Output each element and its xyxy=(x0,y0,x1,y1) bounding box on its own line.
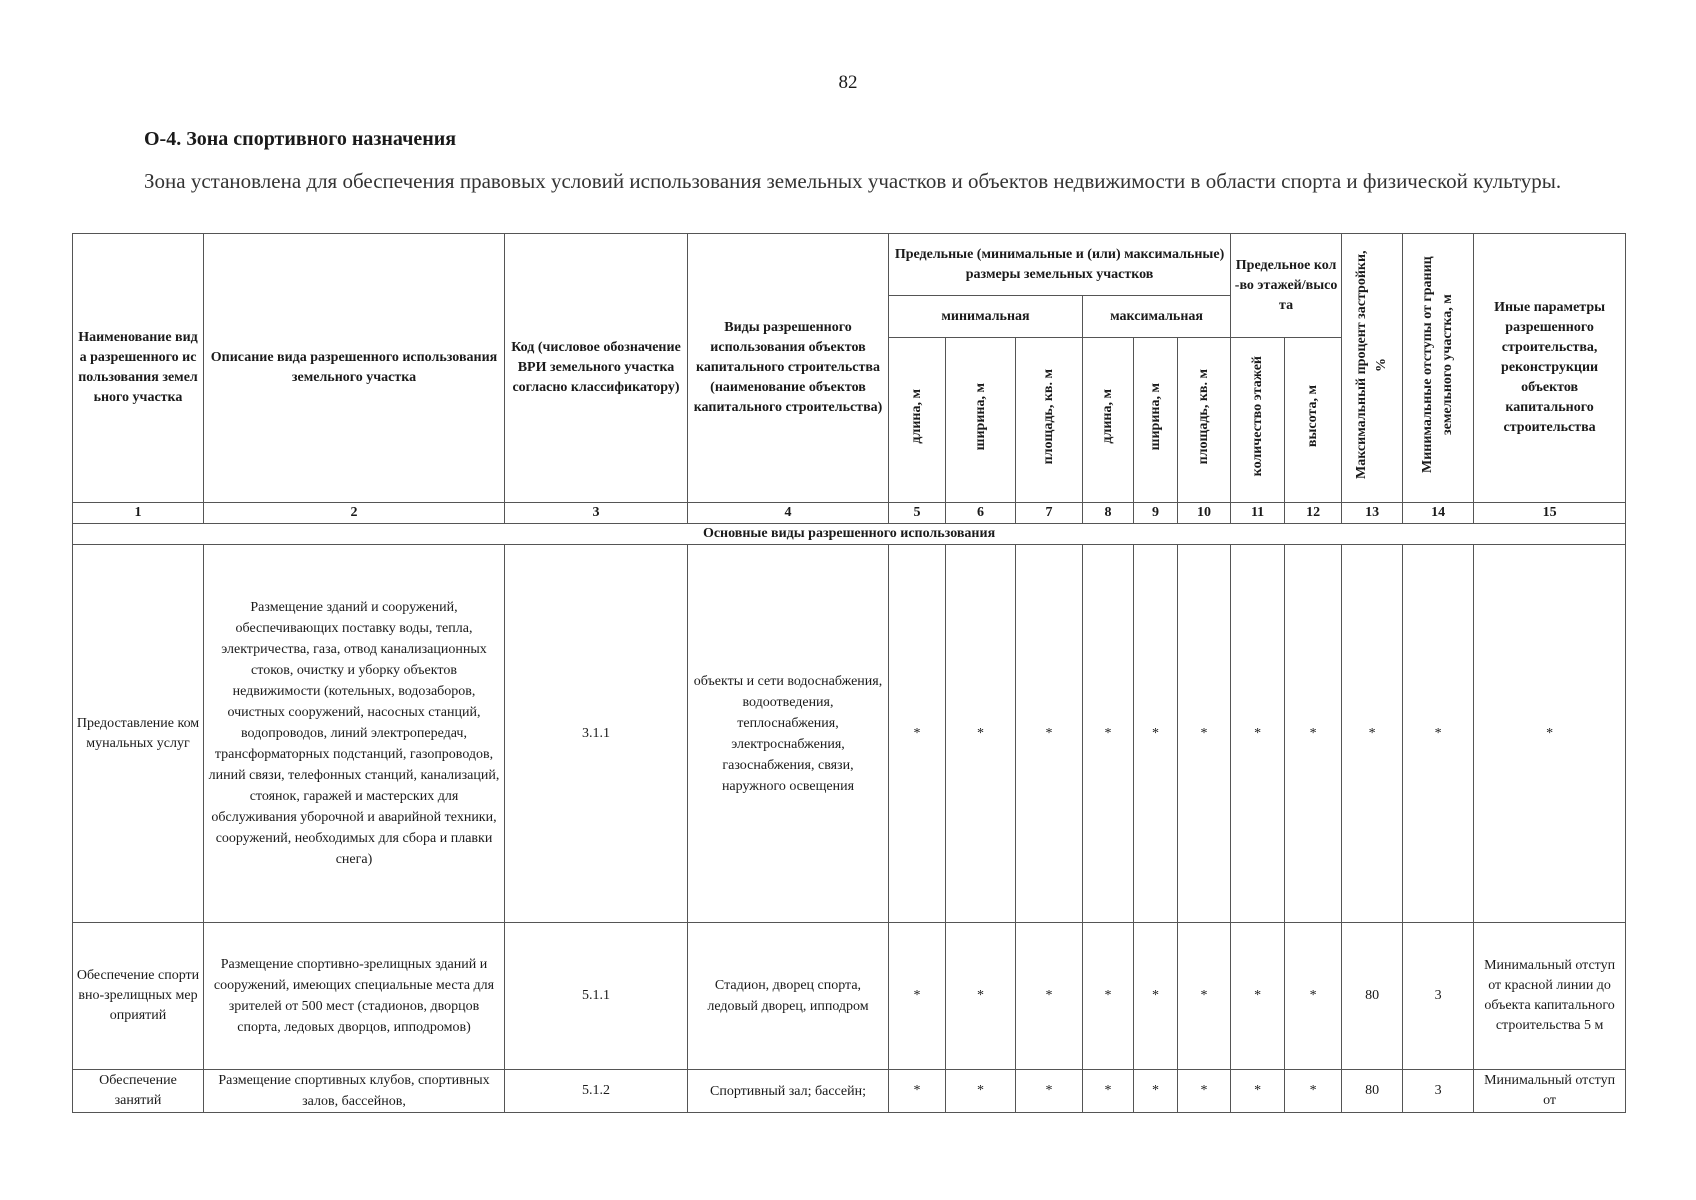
row-min-width: * xyxy=(946,545,1016,923)
column-number: 12 xyxy=(1285,503,1342,524)
row-objects: Спортивный зал; бассейн; xyxy=(688,1070,889,1113)
header-max-width-text: ширина, м xyxy=(1147,382,1163,451)
header-min: минимальная xyxy=(889,296,1083,338)
column-number: 11 xyxy=(1231,503,1285,524)
row-min-width: * xyxy=(946,1070,1016,1113)
header-coverage-text: Максимальный процент застройки, % xyxy=(1354,250,1390,479)
row-description: Размещение спортивно-зрелищных зданий и сооружений, имеющих специальные места для зрителей от 500 мест (стадионов, дворцов спорта, ледовых дворцов, ипподромов) xyxy=(204,923,505,1070)
header-coverage xyxy=(1342,234,1403,503)
row-max-length: * xyxy=(1083,923,1134,1070)
table-row xyxy=(73,923,1626,1070)
column-number: 3 xyxy=(505,503,688,524)
header-max-length xyxy=(1083,338,1134,503)
row-description: Размещение спортивных клубов, спортивных залов, бассейнов, xyxy=(204,1070,505,1113)
row-setback: 3 xyxy=(1403,923,1474,1070)
header-floors xyxy=(1231,338,1285,503)
column-number: 13 xyxy=(1342,503,1403,524)
row-min-length: * xyxy=(889,1070,946,1113)
row-objects: Стадион, дворец спорта, ледовый дворец, ипподром xyxy=(688,923,889,1070)
column-number: 14 xyxy=(1403,503,1474,524)
row-setback: 3 xyxy=(1403,1070,1474,1113)
row-other: Минимальный отступ от красной линии до объекта капитального строительства 5 м xyxy=(1474,923,1626,1070)
header-description: Описание вида разрешенного использования земельного участка xyxy=(204,234,505,503)
row-max-length: * xyxy=(1083,1070,1134,1113)
row-floors: * xyxy=(1231,923,1285,1070)
header-max-area xyxy=(1178,338,1231,503)
header-floors-text: количество этажей xyxy=(1249,356,1265,477)
column-number: 10 xyxy=(1178,503,1231,524)
row-code: 5.1.2 xyxy=(505,1070,688,1113)
row-max-length: * xyxy=(1083,545,1134,923)
row-min-length: * xyxy=(889,923,946,1070)
column-number: 9 xyxy=(1134,503,1178,524)
row-max-area: * xyxy=(1178,923,1231,1070)
header-min-width-text: ширина, м xyxy=(972,382,988,451)
row-min-area: * xyxy=(1016,923,1083,1070)
section-title: Основные виды разрешенного использования xyxy=(73,524,1626,545)
table-row xyxy=(73,1070,1626,1113)
column-number: 2 xyxy=(204,503,505,524)
header-plot-limits: Предельные (минимальные и (или) максимальные) размеры земельных участков xyxy=(889,234,1231,296)
column-number: 6 xyxy=(946,503,1016,524)
zone-title: О-4. Зона спортивного назначения xyxy=(144,128,457,150)
table-body xyxy=(73,524,1626,1113)
row-name: Предоставление коммунальных услуг xyxy=(73,545,204,923)
header-name: Наименование вида разрешенного использования земельного участка xyxy=(73,234,204,503)
header-max-length-text: длина, м xyxy=(1100,389,1115,444)
header-height xyxy=(1285,338,1342,503)
column-number: 7 xyxy=(1016,503,1083,524)
row-name: Обеспечение спортивно-зрелищных мероприятий xyxy=(73,923,204,1070)
header-setback xyxy=(1403,234,1474,503)
page-number: 82 xyxy=(838,72,858,93)
header-floors-height: Предельное кол-во этажей/высота xyxy=(1231,234,1342,338)
row-floors: * xyxy=(1231,1070,1285,1113)
row-max-width: * xyxy=(1134,545,1178,923)
row-setback: * xyxy=(1403,545,1474,923)
column-number-row xyxy=(73,503,1626,524)
row-min-length: * xyxy=(889,545,946,923)
row-floors: * xyxy=(1231,545,1285,923)
row-coverage: * xyxy=(1342,545,1403,923)
header-height-text: высота, м xyxy=(1305,385,1321,448)
row-description: Размещение зданий и сооружений, обеспечивающих поставку воды, тепла, электричества, газа, отвод канализационных стоков, очистку и уборку объектов недвижимости (котельных, водозаборов, очистных сооружений, насосных станций, водопроводов, линий электропередач, трансформаторных подстанций, газопроводов, линий связи, телефонных станций, канализаций, стоянок, гаражей и мастерских для обслуживания уборочной и аварийной техники, сооружений, необходимых для сбора и плавки снега) xyxy=(204,545,505,923)
column-number: 1 xyxy=(73,503,204,524)
row-min-area: * xyxy=(1016,545,1083,923)
row-max-width: * xyxy=(1134,1070,1178,1113)
column-number: 15 xyxy=(1474,503,1626,524)
zoning-parameters-table xyxy=(72,233,1626,1113)
row-min-area: * xyxy=(1016,1070,1083,1113)
header-setback-text: Минимальные отступы от границ земельного участка, м xyxy=(1420,256,1456,473)
row-other: * xyxy=(1474,545,1626,923)
row-coverage: 80 xyxy=(1342,923,1403,1070)
row-other: Минимальный отступ от xyxy=(1474,1070,1626,1113)
header-objects: Виды разрешенного использования объектов капитального строительства (наименование объектов капитального строительства) xyxy=(688,234,889,503)
section-row xyxy=(73,524,1626,545)
row-max-area: * xyxy=(1178,545,1231,923)
header-min-length-text: длина, м xyxy=(909,389,924,444)
column-number: 5 xyxy=(889,503,946,524)
row-objects: объекты и сети водоснабжения, водоотведения, теплоснабжения, электроснабжения, газоснабжения, связи, наружного освещения xyxy=(688,545,889,923)
header-min-width xyxy=(946,338,1016,503)
row-code: 5.1.1 xyxy=(505,923,688,1070)
table-header xyxy=(73,234,1626,524)
row-height: * xyxy=(1285,545,1342,923)
row-height: * xyxy=(1285,1070,1342,1113)
row-code: 3.1.1 xyxy=(505,545,688,923)
header-other: Иные параметры разрешенного строительства, реконструкции объектов капитального строительства xyxy=(1474,234,1626,503)
header-max-area-text: площадь, кв. м xyxy=(1196,368,1212,465)
row-max-area: * xyxy=(1178,1070,1231,1113)
header-code: Код (числовое обозначение ВРИ земельного участка согласно классификатору) xyxy=(505,234,688,503)
zone-intro: Зона установлена для обеспечения правовых условий использования земельных участков и объектов недвижимости в области спорта и физической культуры. xyxy=(144,169,1562,193)
row-min-width: * xyxy=(946,923,1016,1070)
row-name: Обеспечение занятий xyxy=(73,1070,204,1113)
table-row xyxy=(73,545,1626,923)
header-max: максимальная xyxy=(1083,296,1231,338)
row-coverage: 80 xyxy=(1342,1070,1403,1113)
row-max-width: * xyxy=(1134,923,1178,1070)
column-number: 8 xyxy=(1083,503,1134,524)
header-min-length xyxy=(889,338,946,503)
header-max-width xyxy=(1134,338,1178,503)
column-number: 4 xyxy=(688,503,889,524)
header-min-area-text: площадь, кв. м xyxy=(1041,368,1056,465)
header-min-area xyxy=(1016,338,1083,503)
row-height: * xyxy=(1285,923,1342,1070)
